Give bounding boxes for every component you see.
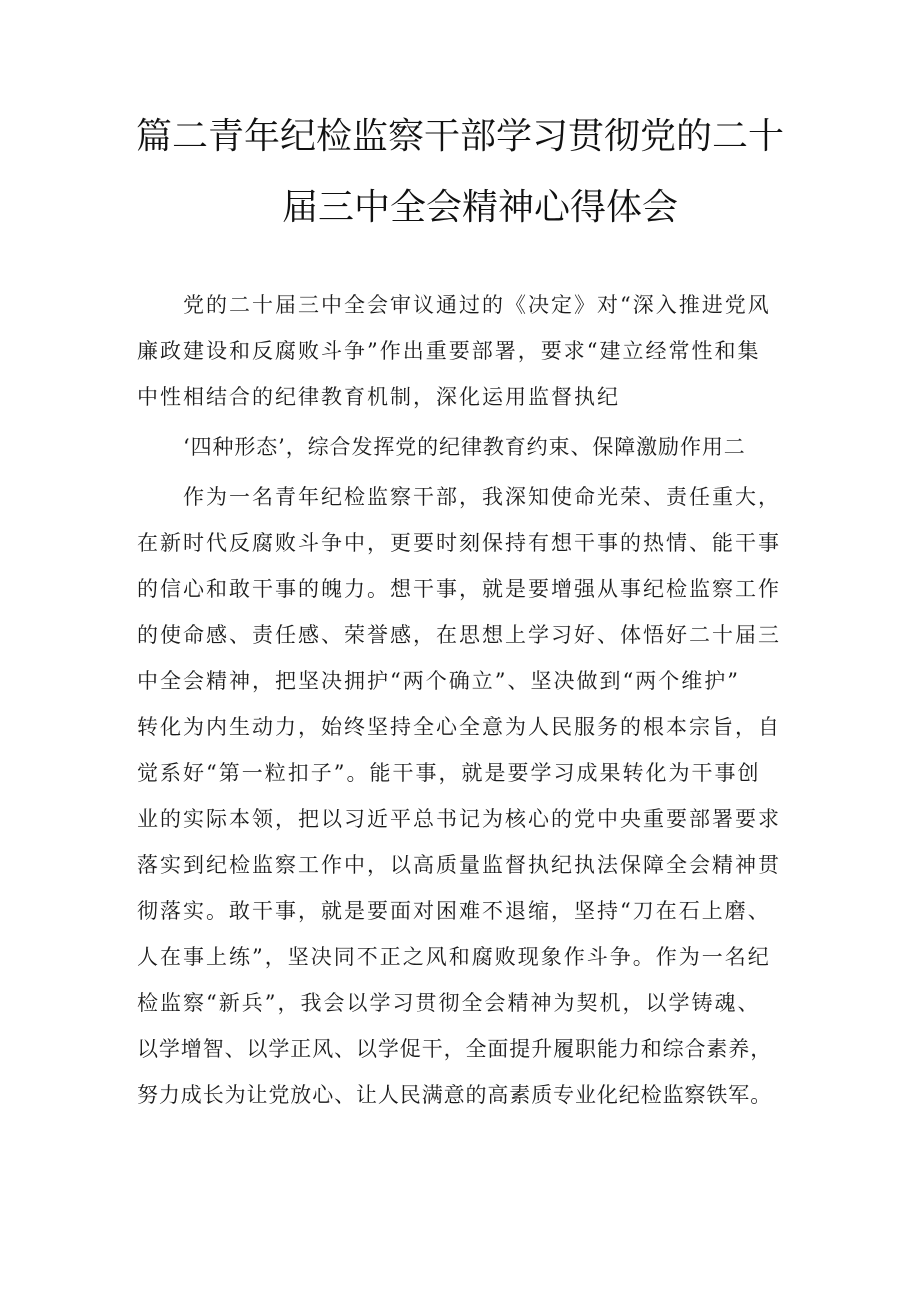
paragraph-line: 中全会精神，把坚决拥护“两个确立”、坚决做到“两个维护”: [137, 669, 740, 693]
document-title-line-1: 篇二青年纪检监察干部学习贯彻党的二十: [136, 116, 785, 157]
paragraph-line: 以学增智、以学正风、以学促干，全面提升履职能力和综合素养，: [137, 1037, 773, 1061]
paragraph-line: 作为一名青年纪检监察干部，我深知使命光荣、责任重大，: [183, 485, 781, 509]
paragraph-line: ‘四种形态’，综合发挥党的纪律教育约束、保障激励作用二: [183, 435, 746, 459]
paragraph-line: 中性相结合的纪律教育机制，深化运用监督执纪: [137, 385, 620, 409]
paragraph-line: 努力成长为让党放心、让人民满意的高素质专业化纪检监察铁军。: [137, 1083, 773, 1107]
paragraph-line: 廉政建设和反腐败斗争”作出重要部署，要求“建立经常性和集: [137, 339, 761, 363]
document-title-line-2: 届三中全会精神心得体会: [282, 187, 679, 228]
paragraph-line: 业的实际本领，把以习近平总书记为核心的党中央重要部署要求: [137, 807, 781, 831]
paragraph-line: 检监察“新兵”，我会以学习贯彻全会精神为契机，以学铸魂、: [137, 991, 761, 1015]
paragraph-line: 在新时代反腐败斗争中，更要时刻保持有想干事的热情、能干事: [137, 531, 781, 555]
paragraph-line: 落实到纪检监察工作中，以高质量监督执纪执法保障全会精神贯: [137, 853, 781, 877]
paragraph-line: 觉系好“第一粒扣子”。能干事，就是要学习成果转化为干事创: [137, 761, 761, 785]
paragraph-line: 的信心和敢干事的魄力。想干事，就是要增强从事纪检监察工作: [137, 577, 781, 601]
paragraph-line: 党的二十届三中全会审议通过的《决定》对“深入推进党风: [183, 293, 771, 317]
paragraph-line: 人在事上练”，坚决同不正之风和腐败现象作斗争。作为一名纪: [137, 945, 771, 969]
paragraph-line: 转化为内生动力，始终坚持全心全意为人民服务的根本宗旨，自: [137, 715, 781, 739]
paragraph-line: 的使命感、责任感、荣誉感，在思想上学习好、体悟好二十届三: [137, 623, 781, 647]
paragraph-line: 彻落实。敢干事，就是要面对困难不退缩，坚持“刀在石上磨、: [137, 899, 771, 923]
